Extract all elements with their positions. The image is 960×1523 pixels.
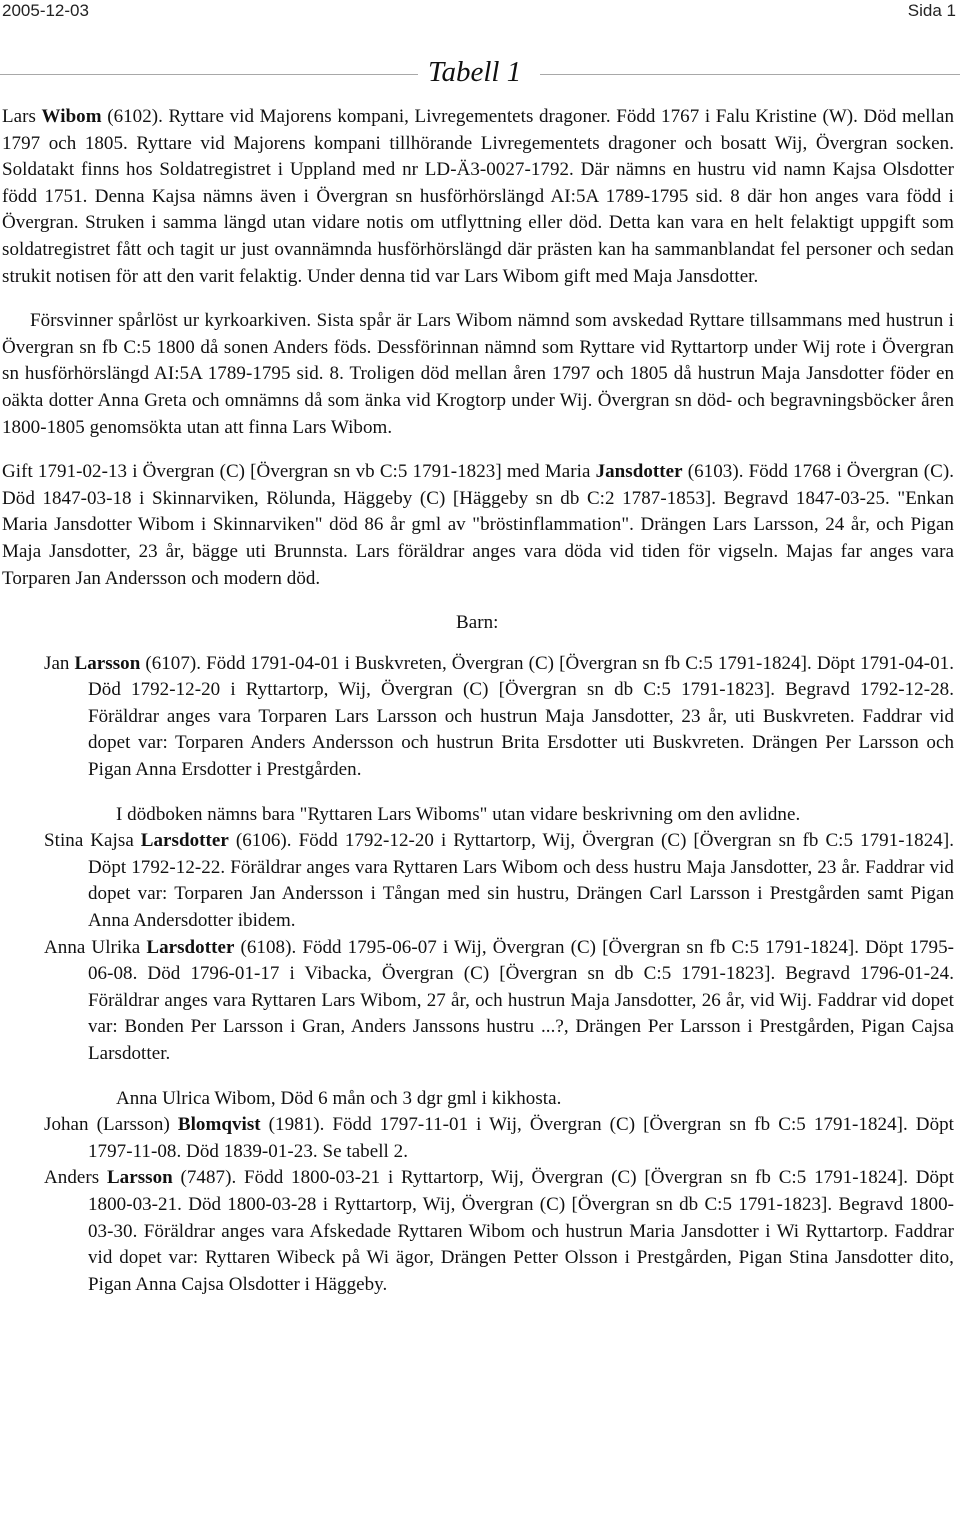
child-description: (6107). Född 1791-04-01 i Buskvreten, Övergran (C) [Övergran sn fb C:5 1791-1824]. Döpt 1791-04-01. Död 1792-12-20 i Ryttartorp, Wij, Övergran (C) [Övergran sn db C:5 1791-1823]. Begravd 1792-12-28. Föräldrar anges vara Torparen Lars Larsson och hustrun Maja Jansdotter, 23 år, uti Buskvreten. Faddrar vid dopet var: Torparen Anders Andersson och hustrun Brita Ersdotter uti Buskvreten. Drängen Per Larsson och Pigan Anna Ersdotter i Prestgården. — [88, 652, 954, 781]
marriage-text-after: (6103). Född 1768 i Övergran (C). Död 1847-03-18 i Skinnarviken, Rölunda, Häggeby (C) [Häggeby sn db C:2 1787-1853]. Begravd 1847-03-25. "Enkan Maria Jansdotter Wibom i Skinnarviken" död 86 år gml av "bröstinflammation". Drängen Lars Larsson, 24 år, och Pigan Maja Jansdotter, 23 år, bägge uti Brunnsta. Lars föräldrar anges vara döda vid tiden för vigseln. Majas far anges vara Torparen Jan Andersson och modern död. — [2, 461, 954, 589]
child-given-name: Jan — [44, 652, 75, 674]
child-description: (6108). Född 1795-06-07 i Wij, Övergran (C) [Övergran sn fb C:5 1791-1824]. Döpt 1795-06-08. Död 1796-01-17 i Vibacka, Övergran (C) [Övergran sn db C:5 1791-1823]. Begravd 1796-01-24. Föräldrar anges vara Ryttaren Lars Wibom, 27 år, och hustrun Maja Jansdotter, 26 år, vid Wij. Faddrar vid dopet var: Bonden Per Larsson i Gran, Anders Janssons hustru ...?, Drängen Per Larsson i Prestgården, Pigan Cajsa Larsdotter. — [88, 936, 954, 1064]
child-description: (7487). Född 1800-03-21 i Ryttartorp, Wij, Övergran (C) [Övergran sn fb C:5 1791-1824]. Döpt 1800-03-21. Död 1800-03-28 i Ryttartorp, Wij, Övergran (C) [Övergran sn db C:5 1791-1823]. Begravd 1800-03-30. Föräldrar anges vara Afskedade Ryttaren Wibom och hustrun Maria Jansdotter i Wi Ryttartorp. Faddrar vid dopet var: Ryttaren Wibeck på Wi ägor, Drängen Petter Olsson i Prestgården, Pigan Stina Jansdotter dito, Pigan Anna Cajsa Olsdotter i Häggeby. — [88, 1167, 954, 1295]
header-date: 2005-12-03 — [2, 1, 89, 20]
child-entry — [2, 651, 954, 784]
title-row — [0, 56, 960, 96]
page-title: Tabell 1 — [428, 56, 522, 88]
title-rule-right — [540, 74, 960, 75]
child-given-name: Anders — [44, 1167, 107, 1189]
children-heading: Barn: — [456, 612, 499, 634]
child-given-name: Anna Ulrika — [44, 936, 147, 958]
child-entry — [2, 1165, 954, 1298]
marriage-entry — [2, 459, 954, 592]
child-entry — [2, 1112, 954, 1165]
person-description: (6102). Ryttare vid Majorens kompani, Livregementets dragoner. Född 1767 i Falu Kristine (W). Död mellan 1797 och 1805. Ryttare vid Majorens kompani tillhörande Livregementets dragoner och bosatt Wij, Övergran socken. Soldatakt finns hos Soldatregistret i Uppland med nr LD-Ä3-0027-1792. Där nämns en hustru vid namn Kajsa Olsdotter född 1751. Denna Kajsa nämns även i Övergran sn husförhörslängd AI:5A 1789-1795 sid. 8 där hon anges vara född i Övergran. Struken i samma längd utan vidare notis om utflyttning eller död. Detta kan vara en helt felaktigt uppgift som soldatregistret fått och tagit ur just ovannämnda husförhörslängd där prästen kan ha sammanblandat fel personer och sedan strukit notisen för att den varit felaktig. Under denna tid var Lars Wibom gift med Maja Jansdotter. — [2, 106, 954, 287]
page-header — [0, 0, 960, 22]
marriage-text-before: Gift 1791-02-13 i Övergran (C) [Övergran sn vb C:5 1791-1823] med Maria — [2, 461, 596, 483]
child-surname: Blomqvist — [177, 1114, 261, 1136]
child-note: Anna Ulrica Wibom, Död 6 mån och 3 dgr gml i kikhosta. — [116, 1087, 562, 1109]
person-given-name: Lars — [2, 106, 42, 127]
person-surname: Wibom — [41, 106, 102, 127]
children-list — [2, 651, 954, 1299]
title-rule-left — [0, 74, 418, 75]
child-description: (1981). Född 1797-11-01 i Wij, Övergran (C) [Övergran sn fb C:5 1791-1824]. Döpt 1797-11-08. Död 1839-01-23. Se tabell 2. — [88, 1114, 955, 1162]
person-entry — [2, 104, 954, 290]
child-entry — [2, 935, 954, 1068]
child-surname: Larsson — [106, 1167, 173, 1189]
child-surname: Larsson — [74, 652, 141, 674]
disappearance-note: Försvinner spårlöst ur kyrkoarkiven. Sista spår är Lars Wibom nämnd som avskedad Ryttare tillsammans med hustrun i Övergran sn fb C:5 1800 då sonen Anders föds. Dessförinnan nämnd som Ryttare vid Ryttartorp under Wij rote i Övergran sn husförhörslängd AI:5A 1789-1795 sid. 8. Troligen död mellan åren 1797 och 1805 då hustrun Maja Jansdotter föder en oäkta dotter Anna Greta och omnämns då som änka vid Krogtorp under Wij. Övergran sn död- och begravningsböcker åren 1800-1805 genomsökta utan att finna Lars Wibom. — [2, 310, 954, 438]
child-given-name: Johan (Larsson) — [44, 1114, 178, 1136]
spouse-surname: Jansdotter — [595, 461, 683, 483]
child-surname: Larsdotter — [140, 830, 229, 852]
child-description: (6106). Född 1792-12-20 i Ryttartorp, Wij, Övergran (C) [Övergran sn fb C:5 1791-1824]. Döpt 1792-12-22. Föräldrar anges vara Ryttaren Lars Wibom och dess hustru Maja Jansdotter, 23 år. Faddrar vid dopet var: Torparen Jan Andersson i Tångan med sin hustru, Drängen Carl Larsson i Prestgården samt Pigan Anna Andersdotter ibidem. — [88, 830, 954, 932]
child-given-name: Stina Kajsa — [44, 830, 141, 852]
header-page-number: Sida 1 — [907, 1, 956, 20]
child-entry — [2, 828, 954, 934]
child-note: I dödboken nämns bara "Ryttaren Lars Wiboms" utan vidare beskrivning om den avlidne. — [116, 803, 801, 825]
document-body — [2, 104, 954, 1298]
child-surname: Larsdotter — [146, 936, 235, 958]
